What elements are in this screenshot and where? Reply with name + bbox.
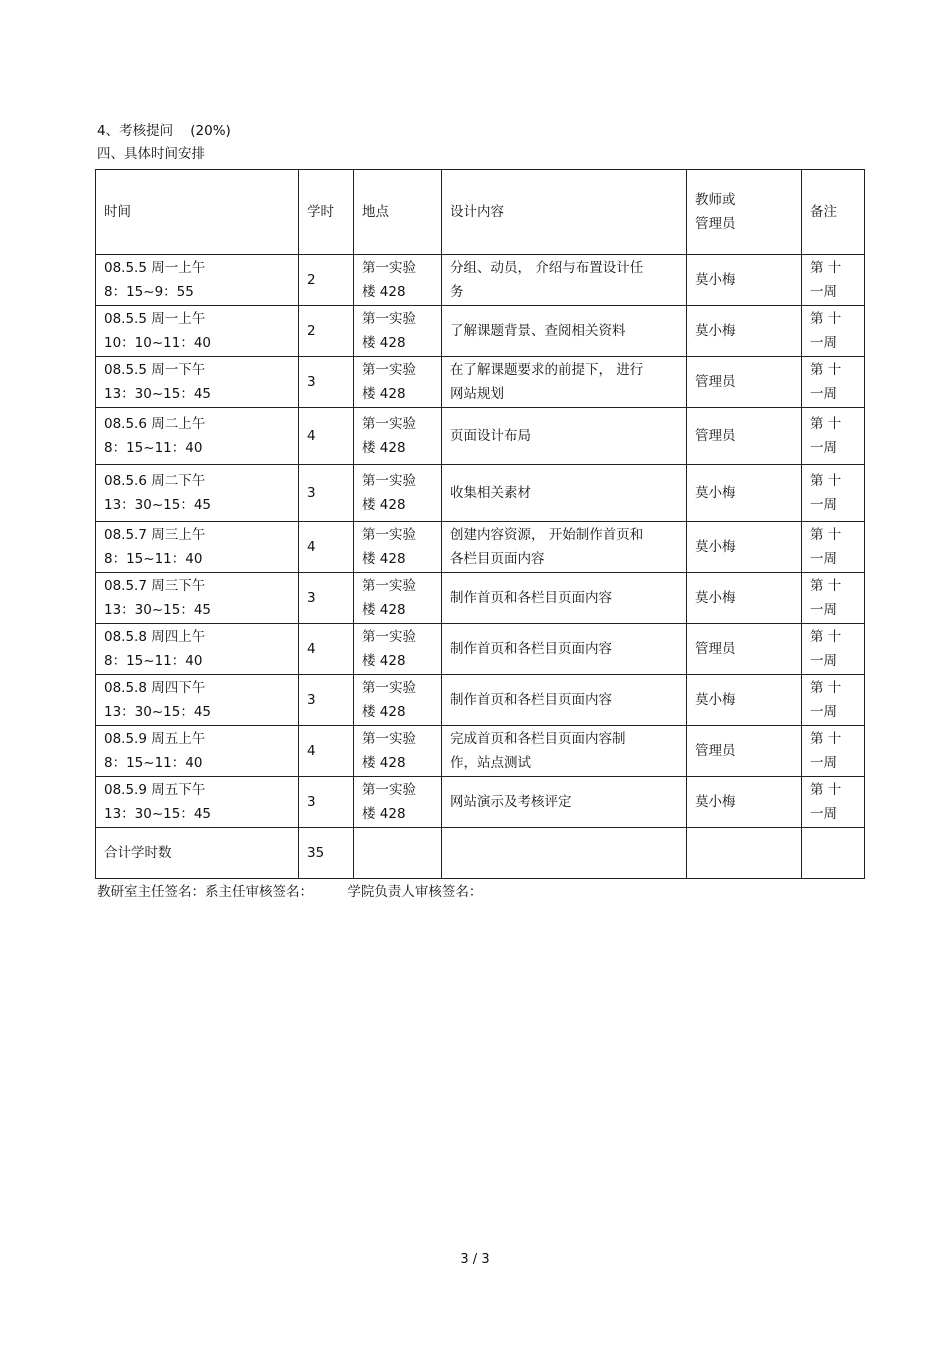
cell-content: 制作首页和各栏目页面内容 — [442, 675, 687, 726]
cell-location: 第一实验 楼 428 — [354, 306, 442, 357]
table-row — [96, 675, 865, 726]
cell-content: 了解课题背景、查阅相关资料 — [442, 306, 687, 357]
cell-staff: 莫小梅 — [687, 465, 802, 522]
cell-staff: 莫小梅 — [687, 675, 802, 726]
cell-notes: 第 十 一周 — [802, 573, 865, 624]
table-row — [96, 306, 865, 357]
page-number: 3 / 3 — [460, 1252, 490, 1267]
cell-notes: 第 十 一周 — [802, 726, 865, 777]
header-time: 时间 — [96, 170, 299, 255]
cell-hours: 2 — [299, 306, 354, 357]
cell-content: 创建内容资源， 开始制作首页和 各栏目页面内容 — [442, 522, 687, 573]
header-notes: 备注 — [802, 170, 865, 255]
cell-staff: 莫小梅 — [687, 306, 802, 357]
cell-hours: 3 — [299, 675, 354, 726]
section-title: 四、具体时间安排 — [97, 146, 205, 162]
cell-notes: 第 十 一周 — [802, 357, 865, 408]
table-row — [96, 408, 865, 465]
cell-time: 08.5.9 周五上午 8：15~11：40 — [96, 726, 299, 777]
cell-content: 收集相关素材 — [442, 465, 687, 522]
total-hours: 35 — [299, 828, 354, 879]
total-label: 合计学时数 — [96, 828, 299, 879]
cell-hours: 3 — [299, 465, 354, 522]
cell-hours: 2 — [299, 255, 354, 306]
cell-location: 第一实验 楼 428 — [354, 726, 442, 777]
empty-cell — [354, 828, 442, 879]
table-row — [96, 624, 865, 675]
cell-location: 第一实验 楼 428 — [354, 465, 442, 522]
cell-time: 08.5.8 周四下午 13：30~15：45 — [96, 675, 299, 726]
cell-staff: 管理员 — [687, 624, 802, 675]
cell-hours: 3 — [299, 573, 354, 624]
table-row — [96, 255, 865, 306]
table-header-row — [96, 170, 865, 255]
cell-staff: 莫小梅 — [687, 573, 802, 624]
header-hours: 学时 — [299, 170, 354, 255]
cell-hours: 3 — [299, 357, 354, 408]
cell-staff: 管理员 — [687, 408, 802, 465]
cell-content: 网站演示及考核评定 — [442, 777, 687, 828]
empty-cell — [802, 828, 865, 879]
cell-staff: 莫小梅 — [687, 522, 802, 573]
cell-location: 第一实验 楼 428 — [354, 777, 442, 828]
cell-notes: 第 十 一周 — [802, 306, 865, 357]
table-row — [96, 777, 865, 828]
cell-notes: 第 十 一周 — [802, 522, 865, 573]
header-content: 设计内容 — [442, 170, 687, 255]
cell-hours: 3 — [299, 777, 354, 828]
cell-hours: 4 — [299, 624, 354, 675]
cell-time: 08.5.6 周二下午 13：30~15：45 — [96, 465, 299, 522]
total-row — [96, 828, 865, 879]
cell-content: 制作首页和各栏目页面内容 — [442, 624, 687, 675]
cell-location: 第一实验 楼 428 — [354, 408, 442, 465]
cell-staff: 管理员 — [687, 726, 802, 777]
cell-content: 在了解课题要求的前提下， 进行 网站规划 — [442, 357, 687, 408]
cell-location: 第一实验 楼 428 — [354, 573, 442, 624]
cell-hours: 4 — [299, 726, 354, 777]
header-location: 地点 — [354, 170, 442, 255]
cell-staff: 莫小梅 — [687, 777, 802, 828]
cell-notes: 第 十 一周 — [802, 408, 865, 465]
cell-time: 08.5.5 周一下午 13：30~15：45 — [96, 357, 299, 408]
cell-time: 08.5.6 周二上午 8：15~11：40 — [96, 408, 299, 465]
empty-cell — [442, 828, 687, 879]
cell-time: 08.5.5 周一上午 10：10~11：40 — [96, 306, 299, 357]
cell-time: 08.5.7 周三上午 8：15~11：40 — [96, 522, 299, 573]
table-row — [96, 573, 865, 624]
cell-content: 页面设计布局 — [442, 408, 687, 465]
schedule-table — [95, 169, 865, 879]
cell-staff: 莫小梅 — [687, 255, 802, 306]
cell-hours: 4 — [299, 408, 354, 465]
cell-staff: 管理员 — [687, 357, 802, 408]
cell-time: 08.5.8 周四上午 8：15~11：40 — [96, 624, 299, 675]
cell-location: 第一实验 楼 428 — [354, 624, 442, 675]
cell-content: 分组、动员， 介绍与布置设计任 务 — [442, 255, 687, 306]
cell-location: 第一实验 楼 428 — [354, 255, 442, 306]
cell-location: 第一实验 楼 428 — [354, 357, 442, 408]
cell-notes: 第 十 一周 — [802, 465, 865, 522]
header-staff: 教师或 管理员 — [687, 170, 802, 255]
cell-notes: 第 十 一周 — [802, 675, 865, 726]
cell-time: 08.5.9 周五下午 13：30~15：45 — [96, 777, 299, 828]
signature-line: 教研室主任签名：系主任审核签名： 学院负责人审核签名： — [97, 884, 483, 900]
table-row — [96, 522, 865, 573]
cell-notes: 第 十 一周 — [802, 624, 865, 675]
table-row — [96, 726, 865, 777]
cell-location: 第一实验 楼 428 — [354, 675, 442, 726]
empty-cell — [687, 828, 802, 879]
cell-location: 第一实验 楼 428 — [354, 522, 442, 573]
cell-time: 08.5.7 周三下午 13：30~15：45 — [96, 573, 299, 624]
cell-notes: 第 十 一周 — [802, 777, 865, 828]
table-row — [96, 465, 865, 522]
cell-hours: 4 — [299, 522, 354, 573]
assessment-line: 4、考核提问 (20%) — [97, 123, 231, 139]
cell-time: 08.5.5 周一上午 8：15~9：55 — [96, 255, 299, 306]
table-row — [96, 357, 865, 408]
cell-notes: 第 十 一周 — [802, 255, 865, 306]
cell-content: 制作首页和各栏目页面内容 — [442, 573, 687, 624]
cell-content: 完成首页和各栏目页面内容制 作，站点测试 — [442, 726, 687, 777]
